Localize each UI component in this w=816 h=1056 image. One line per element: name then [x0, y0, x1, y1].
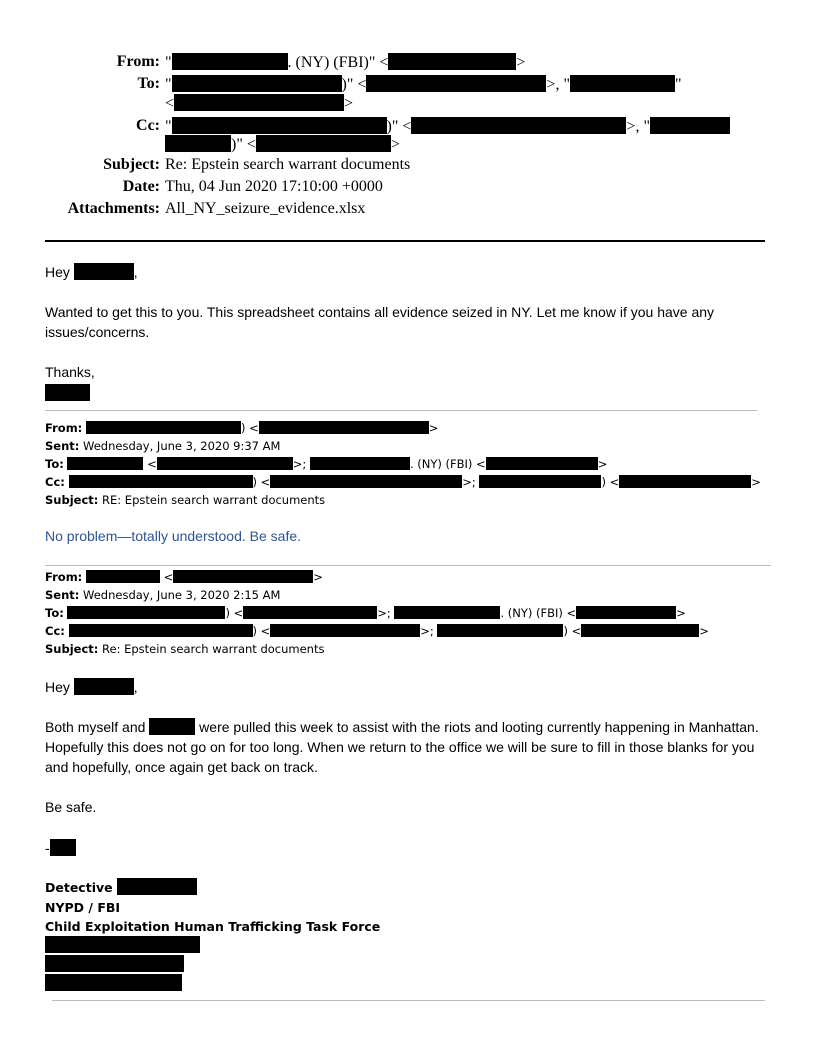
- cc-value: " )" < >, ": [165, 117, 730, 136]
- footer-divider: [52, 1000, 765, 1001]
- redaction: [45, 936, 200, 953]
- header-divider: [45, 240, 765, 242]
- header-subject-row: [0, 156, 816, 177]
- redaction: [45, 974, 182, 991]
- quote1-from-row: From: ) < >: [45, 421, 439, 435]
- redaction: [50, 839, 76, 856]
- subject-value: Re: Epstein search warrant documents: [165, 156, 411, 173]
- redaction: [173, 570, 313, 583]
- signature-task-force: Child Exploitation Human Trafficking Task Force: [45, 919, 381, 934]
- redaction: [172, 75, 342, 92]
- redaction: [86, 421, 241, 434]
- quote2-closing: Be safe.: [45, 799, 97, 815]
- header-to-row: [0, 75, 816, 96]
- redaction: [165, 135, 231, 152]
- redaction: [259, 421, 429, 434]
- redaction: [486, 457, 598, 470]
- quote-divider: [45, 410, 757, 411]
- quote1-subject-row: Subject: RE: Epstein search warrant documents: [45, 493, 326, 507]
- quote2-greeting: Hey ,: [45, 679, 138, 695]
- header-date-row: [0, 178, 816, 199]
- redaction: [576, 606, 676, 619]
- quote1-cc-row: Cc: ) < >; ) < >: [45, 475, 761, 489]
- redaction: [310, 457, 410, 470]
- redaction: [619, 475, 751, 488]
- signature-unit: NYPD / FBI: [45, 900, 121, 915]
- sender-signoff: [45, 383, 765, 403]
- redaction: [172, 117, 387, 134]
- signature-line: [45, 955, 184, 974]
- signature-line: [45, 974, 182, 993]
- from-label: From:: [116, 53, 160, 70]
- quote2-from-row: From: < >: [45, 570, 323, 584]
- date-value: Thu, 04 Jun 2020 17:10:00 +0000: [165, 178, 383, 195]
- header-attachments-row: [0, 200, 816, 221]
- redaction: [74, 678, 134, 695]
- redaction: [479, 475, 601, 488]
- redaction: [256, 135, 391, 152]
- quote2-to-row: To: ) < >; . (NY) (FBI) < >: [45, 606, 686, 620]
- redaction: [243, 606, 377, 619]
- redaction: [69, 475, 253, 488]
- signature-line: [45, 936, 200, 955]
- redaction: [411, 117, 626, 134]
- to-label: To:: [137, 75, 160, 92]
- redaction: [149, 718, 195, 735]
- redaction: [172, 53, 288, 70]
- quote2-signoff: -: [45, 838, 765, 858]
- redaction: [67, 457, 143, 470]
- redaction: [67, 606, 225, 619]
- redaction: [650, 117, 730, 134]
- redaction: [270, 475, 462, 488]
- header-to-row-cont: < >: [165, 95, 354, 112]
- attachments-label: Attachments:: [67, 200, 160, 217]
- redaction: [157, 457, 293, 470]
- quote2-subject-row: Subject: Re: Epstein search warrant documents: [45, 642, 325, 656]
- greeting: Hey ,: [45, 264, 138, 280]
- redaction: [86, 570, 160, 583]
- redaction: [69, 624, 253, 637]
- quote2-cc-row: Cc: ) < >; ) < >: [45, 624, 709, 638]
- to-value: " )" < >, " ": [165, 76, 682, 93]
- quote2-sent-row: Sent: Wednesday, June 3, 2020 2:15 AM: [45, 588, 281, 602]
- quote-divider: [45, 565, 771, 566]
- cc-label: Cc:: [136, 117, 160, 134]
- redaction: [570, 75, 675, 92]
- quote1-to-row: To: < >; . (NY) (FBI) < >: [45, 457, 608, 471]
- redaction: [581, 624, 699, 637]
- redaction: [74, 263, 134, 280]
- quote2-paragraph: Both myself and were pulled this week to assist with the riots and looting currently happening in Manhattan. Hopefully this does not go on for too long. When we return to the office we will be sure to fill in those blanks for you and hopefully, once again get back on track.: [45, 719, 759, 775]
- redaction: [366, 75, 546, 92]
- from-value: " . (NY) (FBI)" < >: [165, 54, 526, 71]
- redaction: [45, 955, 184, 972]
- quote1-reply: No problem—totally understood. Be safe.: [45, 528, 302, 544]
- redaction: [45, 384, 90, 401]
- closing: Thanks,: [45, 364, 95, 380]
- redaction: [270, 624, 420, 637]
- quote1-sent-row: Sent: Wednesday, June 3, 2020 9:37 AM: [45, 439, 281, 453]
- redaction: [117, 878, 197, 895]
- redaction: [174, 94, 344, 111]
- redaction: [437, 624, 563, 637]
- header-cc-row-cont: )" < >: [0, 135, 816, 156]
- date-label: Date:: [122, 178, 160, 195]
- attachments-value: All_NY_seizure_evidence.xlsx: [165, 200, 366, 217]
- redaction: [394, 606, 500, 619]
- signature-title: Detective: [45, 878, 197, 897]
- message-paragraph: Wanted to get this to you. This spreadsheet contains all evidence seized in NY. Let me know if you have any issues/concerns.: [45, 304, 715, 340]
- subject-label: Subject:: [103, 156, 160, 173]
- header-from-row: [0, 53, 816, 74]
- redaction: [388, 53, 516, 70]
